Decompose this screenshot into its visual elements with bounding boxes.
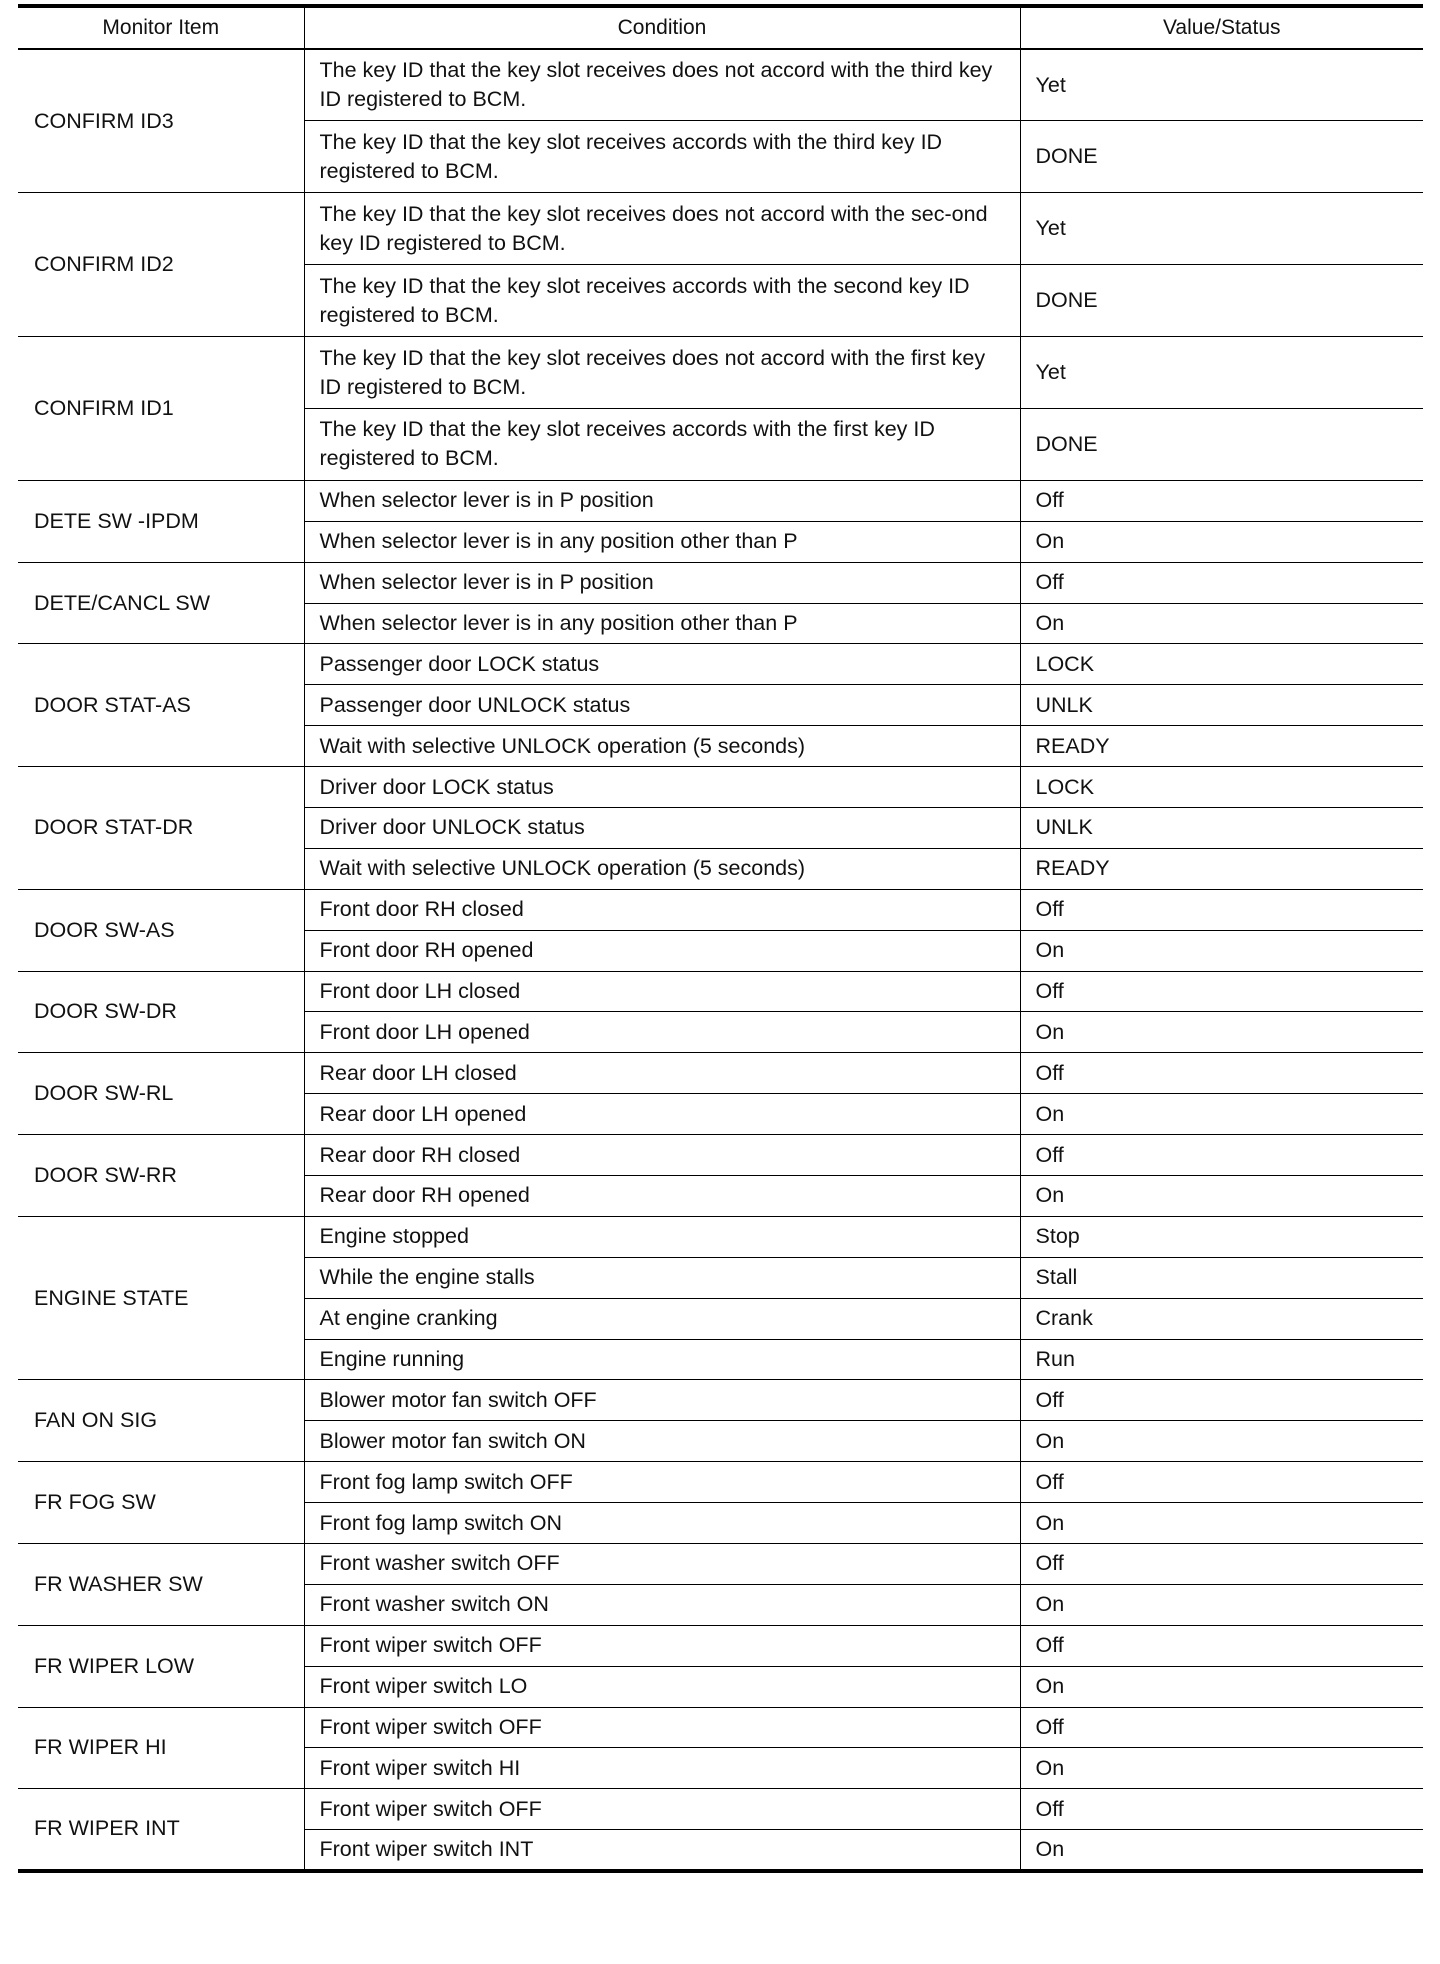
value-status-cell: On [1020, 1012, 1423, 1053]
value-status-cell: On [1020, 603, 1423, 644]
value-status-cell: On [1020, 1503, 1423, 1544]
monitor-item-cell: DOOR SW-AS [18, 889, 304, 971]
value-status-cell: Crank [1020, 1298, 1423, 1339]
condition-cell: Front door RH closed [304, 889, 1020, 930]
condition-cell: When selector lever is in P position [304, 480, 1020, 521]
header-monitor-item: Monitor Item [18, 6, 304, 49]
monitor-item-cell: CONFIRM ID3 [18, 49, 304, 193]
value-status-cell: Yet [1020, 193, 1423, 265]
condition-cell: Driver door UNLOCK status [304, 807, 1020, 848]
value-status-cell: UNLK [1020, 807, 1423, 848]
header-value-status: Value/Status [1020, 6, 1423, 49]
value-status-cell: Off [1020, 971, 1423, 1012]
table-row [18, 1053, 1423, 1094]
value-status-cell: Off [1020, 1380, 1423, 1421]
value-status-cell: LOCK [1020, 644, 1423, 685]
condition-cell: Front wiper switch OFF [304, 1789, 1020, 1830]
condition-cell: The key ID that the key slot receives does not accord with the first key ID registered to BCM. [304, 337, 1020, 409]
value-status-cell: On [1020, 1175, 1423, 1216]
condition-cell: Engine stopped [304, 1216, 1020, 1257]
monitor-item-cell: FR WIPER HI [18, 1707, 304, 1789]
value-status-cell: Off [1020, 1789, 1423, 1830]
condition-cell: Front door RH opened [304, 930, 1020, 971]
condition-cell: Blower motor fan switch ON [304, 1421, 1020, 1462]
monitor-item-cell: DOOR SW-RR [18, 1135, 304, 1217]
value-status-cell: Stop [1020, 1216, 1423, 1257]
condition-cell: Front washer switch OFF [304, 1544, 1020, 1585]
monitor-item-cell: DOOR SW-DR [18, 971, 304, 1053]
table-row [18, 889, 1423, 930]
value-status-cell: On [1020, 1094, 1423, 1135]
condition-cell: Rear door RH opened [304, 1175, 1020, 1216]
monitor-item-cell: FR FOG SW [18, 1462, 304, 1544]
value-status-cell: Run [1020, 1339, 1423, 1380]
table-row [18, 1544, 1423, 1585]
monitor-item-cell: DETE/CANCL SW [18, 562, 304, 644]
header-condition: Condition [304, 6, 1020, 49]
condition-cell: Front wiper switch OFF [304, 1625, 1020, 1666]
value-status-cell: DONE [1020, 121, 1423, 193]
condition-cell: Wait with selective UNLOCK operation (5 seconds) [304, 726, 1020, 767]
monitor-item-cell: FR WASHER SW [18, 1544, 304, 1626]
condition-cell: Front wiper switch OFF [304, 1707, 1020, 1748]
table-row [18, 767, 1423, 808]
value-status-cell: Off [1020, 1625, 1423, 1666]
table-row [18, 1625, 1423, 1666]
monitor-item-cell: DOOR SW-RL [18, 1053, 304, 1135]
value-status-cell: Off [1020, 480, 1423, 521]
table-header [18, 6, 1423, 49]
table-row [18, 1380, 1423, 1421]
value-status-cell: Off [1020, 889, 1423, 930]
table-row [18, 1707, 1423, 1748]
table-row [18, 1462, 1423, 1503]
condition-cell: While the engine stalls [304, 1257, 1020, 1298]
table-row [18, 644, 1423, 685]
table-row [18, 49, 1423, 121]
value-status-cell: Off [1020, 1707, 1423, 1748]
monitor-item-cell: ENGINE STATE [18, 1216, 304, 1380]
condition-cell: Passenger door UNLOCK status [304, 685, 1020, 726]
value-status-cell: READY [1020, 848, 1423, 889]
monitor-item-cell: FR WIPER INT [18, 1789, 304, 1871]
monitor-item-table [18, 4, 1423, 1873]
condition-cell: Front wiper switch LO [304, 1666, 1020, 1707]
monitor-item-cell: DETE SW -IPDM [18, 480, 304, 562]
monitor-item-cell: DOOR STAT-DR [18, 767, 304, 890]
value-status-cell: UNLK [1020, 685, 1423, 726]
condition-cell: Front wiper switch HI [304, 1748, 1020, 1789]
value-status-cell: DONE [1020, 408, 1423, 480]
value-status-cell: Off [1020, 1053, 1423, 1094]
table-row [18, 1216, 1423, 1257]
condition-cell: Front wiper switch INT [304, 1830, 1020, 1871]
condition-cell: Engine running [304, 1339, 1020, 1380]
table-row [18, 337, 1423, 409]
monitor-item-cell: FAN ON SIG [18, 1380, 304, 1462]
condition-cell: When selector lever is in any position other than P [304, 603, 1020, 644]
condition-cell: Front fog lamp switch OFF [304, 1462, 1020, 1503]
table-row [18, 193, 1423, 265]
value-status-cell: On [1020, 521, 1423, 562]
value-status-cell: On [1020, 1421, 1423, 1462]
table-body [18, 49, 1423, 1871]
condition-cell: The key ID that the key slot receives accords with the second key ID registered to BCM. [304, 265, 1020, 337]
value-status-cell: LOCK [1020, 767, 1423, 808]
condition-cell: Passenger door LOCK status [304, 644, 1020, 685]
table-row [18, 480, 1423, 521]
value-status-cell: On [1020, 1748, 1423, 1789]
condition-cell: When selector lever is in any position other than P [304, 521, 1020, 562]
value-status-cell: On [1020, 930, 1423, 971]
monitor-item-cell: FR WIPER LOW [18, 1625, 304, 1707]
value-status-cell: On [1020, 1666, 1423, 1707]
value-status-cell: Off [1020, 1462, 1423, 1503]
condition-cell: The key ID that the key slot receives does not accord with the sec-ond key ID registered to BCM. [304, 193, 1020, 265]
condition-cell: Blower motor fan switch OFF [304, 1380, 1020, 1421]
condition-cell: Driver door LOCK status [304, 767, 1020, 808]
condition-cell: When selector lever is in P position [304, 562, 1020, 603]
monitor-item-cell: CONFIRM ID2 [18, 193, 304, 337]
header-row [18, 6, 1423, 49]
table-row [18, 1789, 1423, 1830]
condition-cell: Rear door RH closed [304, 1135, 1020, 1176]
value-status-cell: Off [1020, 562, 1423, 603]
table-row [18, 971, 1423, 1012]
condition-cell: Front door LH closed [304, 971, 1020, 1012]
value-status-cell: Yet [1020, 49, 1423, 121]
value-status-cell: Stall [1020, 1257, 1423, 1298]
condition-cell: Rear door LH opened [304, 1094, 1020, 1135]
monitor-item-cell: CONFIRM ID1 [18, 337, 304, 481]
value-status-cell: On [1020, 1584, 1423, 1625]
condition-cell: Front washer switch ON [304, 1584, 1020, 1625]
condition-cell: Rear door LH closed [304, 1053, 1020, 1094]
value-status-cell: Off [1020, 1135, 1423, 1176]
condition-cell: Wait with selective UNLOCK operation (5 seconds) [304, 848, 1020, 889]
value-status-cell: DONE [1020, 265, 1423, 337]
condition-cell: Front fog lamp switch ON [304, 1503, 1020, 1544]
condition-cell: At engine cranking [304, 1298, 1020, 1339]
condition-cell: The key ID that the key slot receives does not accord with the third key ID registered to BCM. [304, 49, 1020, 121]
condition-cell: The key ID that the key slot receives accords with the first key ID registered to BCM. [304, 408, 1020, 480]
table-row [18, 1135, 1423, 1176]
value-status-cell: READY [1020, 726, 1423, 767]
table-row [18, 562, 1423, 603]
condition-cell: The key ID that the key slot receives accords with the third key ID registered to BCM. [304, 121, 1020, 193]
monitor-item-cell: DOOR STAT-AS [18, 644, 304, 767]
value-status-cell: On [1020, 1830, 1423, 1871]
value-status-cell: Yet [1020, 337, 1423, 409]
condition-cell: Front door LH opened [304, 1012, 1020, 1053]
value-status-cell: Off [1020, 1544, 1423, 1585]
